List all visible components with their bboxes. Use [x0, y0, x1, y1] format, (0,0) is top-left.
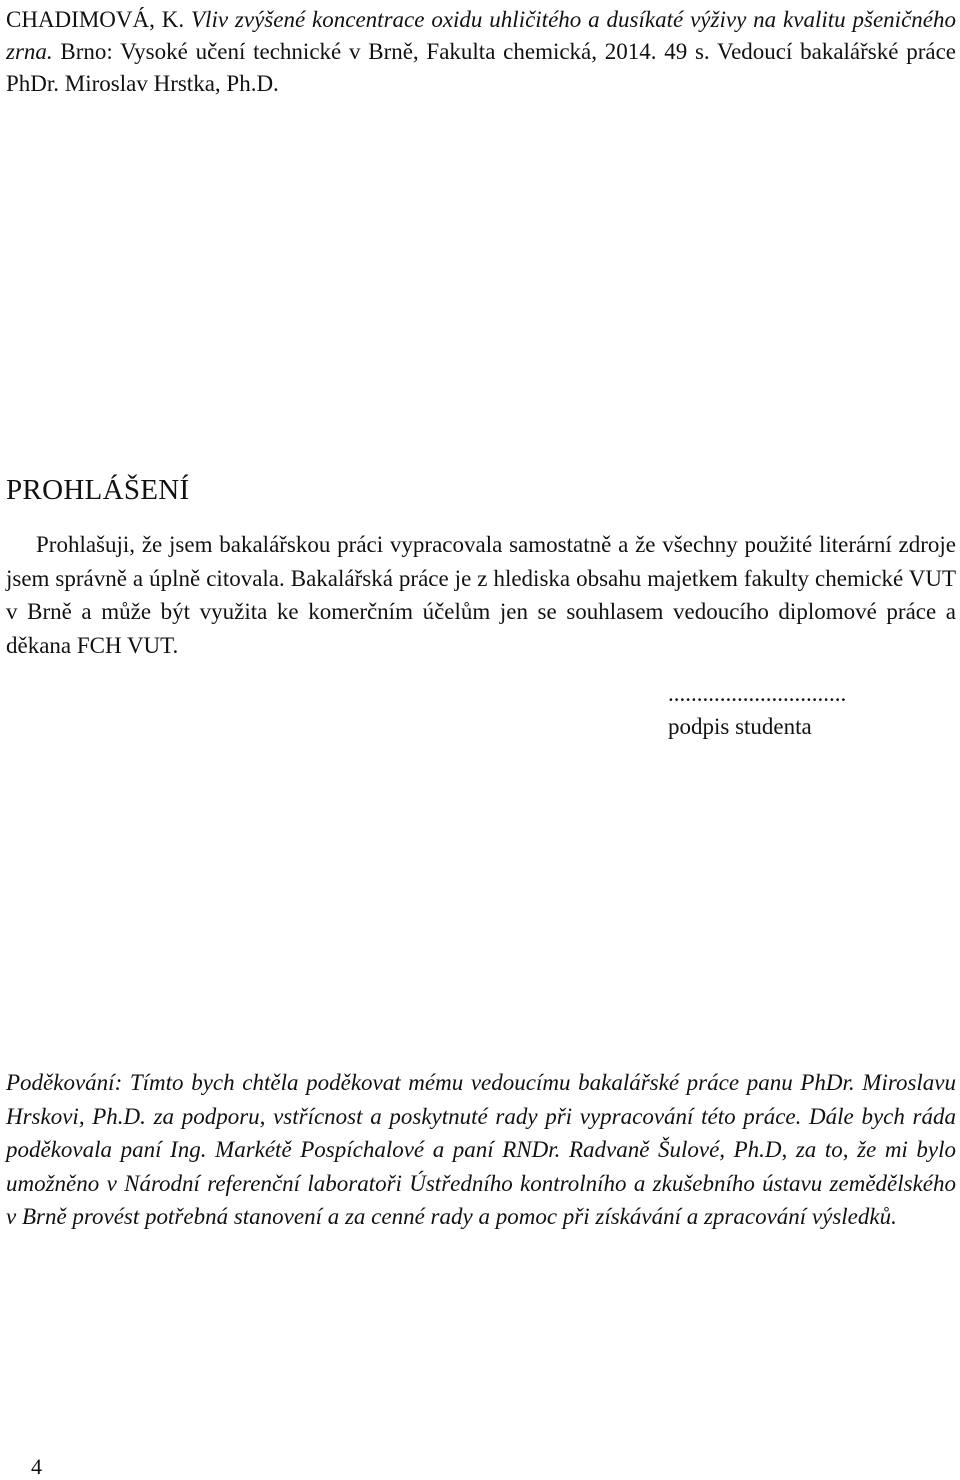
citation-publication: Brno: Vysoké učení technické v Brně, Fakulta chemická, 2014. 49 s. — [60, 39, 710, 64]
declaration-text: Prohlašuji, že jsem bakalářskou práci vypracovala samostatně a že všechny použité literární zdroje jsem správně a úplně citovala. Bakalářská práce je z hlediska obsahu majetkem fakulty chemické VUT v Brně a může být využita ke komerčním účelům jen se souhlasem vedoucího diplomové práce a děkana FCH VUT. — [6, 532, 956, 658]
citation-supervisor: Vedoucí bakalářské práce PhDr. Miroslav Hrstka, Ph.D. — [6, 39, 956, 96]
signature-line: ............................... — [668, 681, 847, 706]
signature-label: podpis studenta — [668, 714, 812, 739]
acknowledgement-text: Poděkování: Tímto bych chtěla poděkovat mému vedoucímu bakalářské práce panu PhDr. Miroslavu Hrskovi, Ph.D. za podporu, vstřícnost a poskytnuté rady při vypracování této práce. Dále bych ráda poděkovala paní Ing. Markétě Pospíchalové a paní RNDr. Radvaně Šulové, Ph.D, za to, že mi bylo umožněno v Národní referenční laboratoři Ústředního kontrolního a zkušebního ústavu zemědělského v Brně provést potřebná stanovení a za cenné rady a pomoc při získávání a zpracování výsledků. — [6, 1070, 956, 1229]
declaration-heading: PROHLÁŠENÍ — [6, 474, 190, 506]
citation-author: CHADIMOVÁ, K. — [6, 7, 185, 32]
citation-title: Vliv zvýšené koncentrace oxidu uhličitého a dusíkaté výživy na kvalitu pšeničného zrna. — [6, 7, 956, 64]
signature-block — [668, 677, 847, 743]
page-number: 4 — [31, 1454, 42, 1479]
bibliographic-citation — [6, 4, 956, 100]
